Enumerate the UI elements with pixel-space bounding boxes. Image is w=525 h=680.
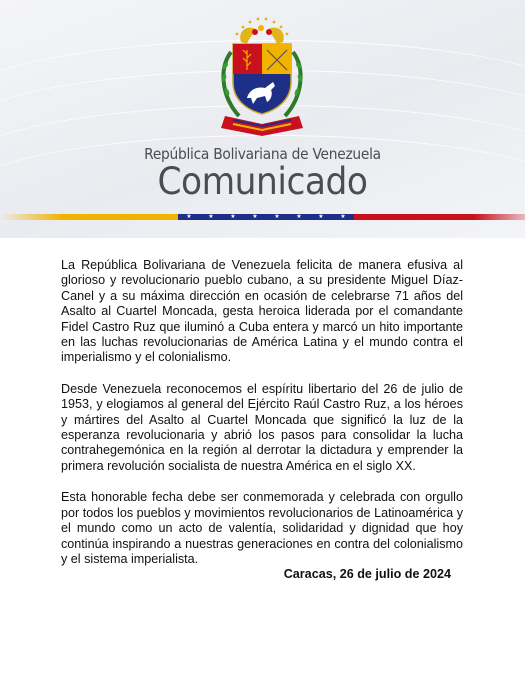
star-icon: ★ [318, 214, 324, 220]
document-title: Comunicado [157, 160, 368, 203]
place-and-date: Caracas, 26 de julio de 2024 [283, 567, 451, 581]
paragraph-1: La República Bolivariana de Venezuela felicita de manera efusiva al glorioso y revolucionario pueblo cubano, a su presidente Miguel Díaz-Canel y a su máxima dirección en ocasión de celebrarse 71 años del Asalto al Cuartel Moncada, gesta heroica liderada por el comandante Fidel Castro Ruz que iluminó a Cuba entera y marcó un hito importante en las luchas revolucionarias de América Latina y el mundo contra el imperialismo y el colonialismo. [61, 258, 463, 365]
star-icon: ★ [252, 214, 258, 220]
star-icon: ★ [208, 214, 214, 220]
paragraph-2: Desde Venezuela reconocemos el espíritu libertario del 26 de julio de 1953, y elogiamos al general del Ejército Raúl Castro Ruz, a los héroes y mártires del Asalto al Cuartel Moncada que significó la luz de la esperanza revolucionaria y abrió los pasos para consolidar la lucha contrahegemónica en la región al derrotar la dictadura y emprender la primera revolución socialista de nuestra América en el siglo XX. [61, 381, 463, 473]
star-icon: ★ [296, 214, 302, 220]
flag-stripe-red [354, 214, 525, 220]
communique-body [61, 258, 463, 583]
letterhead [0, 0, 525, 238]
star-icon: ★ [274, 214, 280, 220]
flag-stars [178, 213, 354, 221]
paragraph-3: Esta honorable fecha debe ser conmemorada y celebrada con orgullo por todos los pueblos y movimientos revolucionarios de Latinoamérica y el mundo como un acto de valentía, solidaridad y dignidad que hoy continúa inspirando a nuestras generaciones en contra del colonialismo y el sistema imperialista. [61, 490, 463, 566]
star-icon: ★ [186, 214, 192, 220]
star-icon: ★ [340, 214, 346, 220]
star-icon: ★ [230, 214, 236, 220]
flag-stripe-yellow [0, 214, 178, 220]
country-name: República Bolivariana de Venezuela [144, 145, 381, 163]
venezuela-coat-of-arms-icon [203, 12, 321, 140]
